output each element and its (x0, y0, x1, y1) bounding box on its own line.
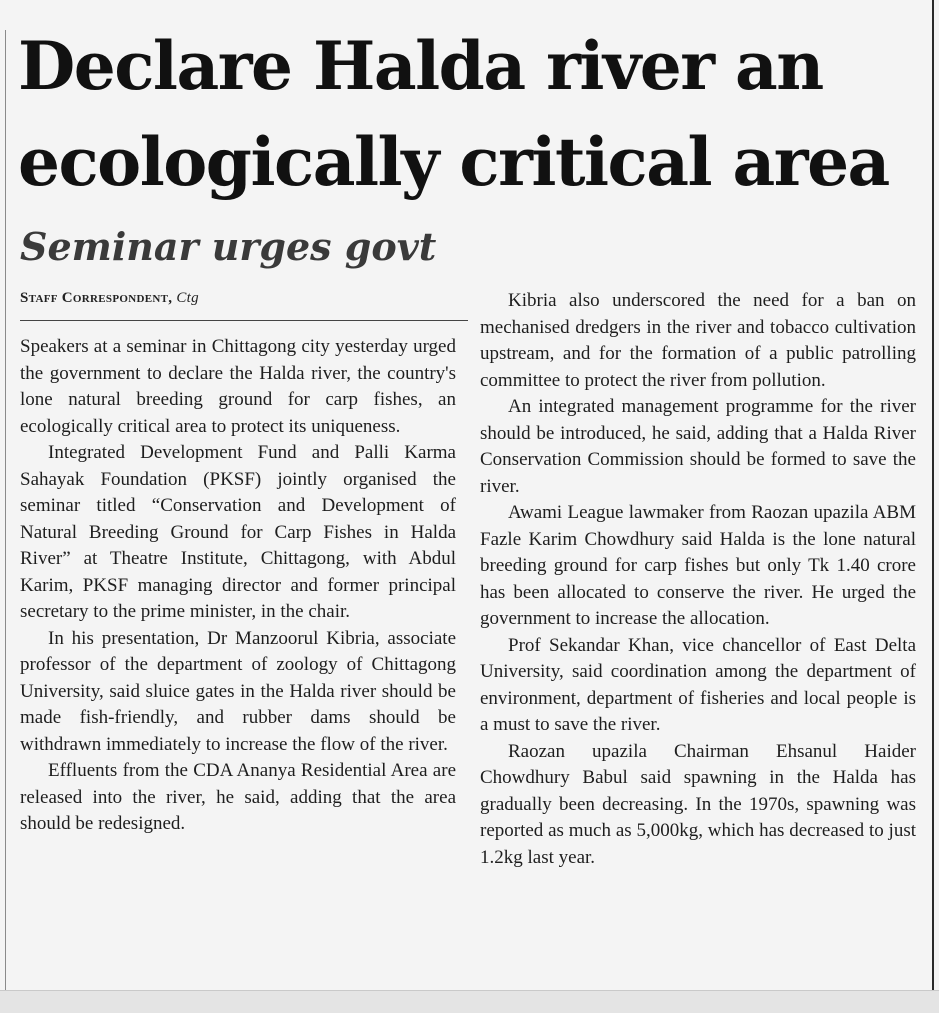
bottom-margin-band (0, 990, 939, 1013)
headline-line-1: Declare Halda river an (18, 27, 823, 105)
paragraph-right-1: Kibria also underscored the need for a ban on mechanised dredgers in the river and tobacco cultivation upstream, and for the formation of a public patrolling committee to protect the river from pollution. (480, 290, 916, 391)
right-edge-rule (932, 0, 934, 990)
article-column-left (20, 334, 456, 838)
article-column-right (480, 288, 916, 871)
paragraph-right-4: Prof Sekandar Khan, vice chancellor of East Delta University, said coordination among the department of environment, department of fisheries and local people is a must to save the river. (480, 634, 916, 735)
paragraph-left-3: In his presentation, Dr Manzoorul Kibria, associate professor of the department of zoology of Chittagong University, said sluice gates in the Halda river should be made fish-friendly, and rubber dams should be withdrawn immediately to increase the flow of the river. (20, 627, 456, 755)
paragraph-right-3: Awami League lawmaker from Raozan upazila ABM Fazle Karim Chowdhury said Halda is the lone natural breeding ground for carp fishes but only Tk 1.40 crore has been allocated to conserve the river. He urged the government to increase the allocation. (480, 502, 916, 629)
subheadline: Seminar urges govt (20, 224, 437, 269)
paragraph-left-2: Integrated Development Fund and Palli Karma Sahayak Foundation (PKSF) jointly organised the seminar titled “Conservation and Development of Natural Breeding Ground for Carp Fishes in Halda River” at Theatre Institute, Chittagong, with Abdul Karim, PKSF managing director and former principal secretary to the prime minister, in the chair. (20, 442, 456, 622)
headline (18, 18, 928, 210)
byline-author: Staff Correspondent, (20, 290, 173, 306)
paragraph-right-2: An integrated management programme for the river should be introduced, he said, adding that a Halda River Conservation Commission should be formed to save the river. (480, 396, 916, 497)
paragraph-left-1: Speakers at a seminar in Chittagong city yesterday urged the government to declare the Halda river, the country's lone natural breeding ground for carp fishes, an ecologically critical area to protect its uniqueness. (20, 336, 456, 437)
paragraph-right-5: Raozan upazila Chairman Ehsanul Haider Chowdhury Babul said spawning in the Halda has gradually been decreasing. In the 1970s, spawning was reported as much as 5,000kg, which has decreased to just 1.2kg last year. (480, 740, 916, 868)
byline (20, 290, 468, 321)
paragraph-left-4: Effluents from the CDA Ananya Residential Area are released into the river, he said, adding that the area should be redesigned. (20, 760, 456, 834)
left-column-rule (5, 30, 6, 990)
headline-line-2: ecologically critical area (18, 123, 889, 201)
byline-location: Ctg (176, 290, 199, 306)
